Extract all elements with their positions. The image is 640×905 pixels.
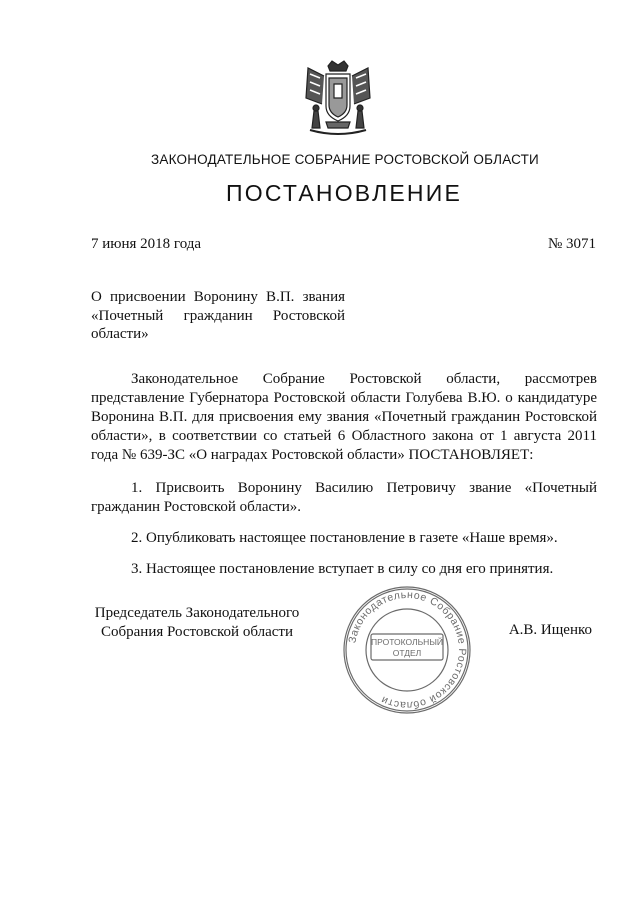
signatory-position-line: Председатель Законодательного (94, 605, 300, 621)
resolution-item: 2. Опубликовать настоящее постановление в газете «Наше время». (131, 530, 558, 546)
document-date: 7 июня 2018 года (91, 236, 202, 252)
resolution-item: 1. Присвоить Воронину Василию Петровичу звание «Почетный гражданин Ростовской области». (91, 480, 597, 515)
coat-of-arms-icon (296, 58, 380, 140)
svg-text:Законодательное Собрание Росто: Законодательное Собрание Ростовской области (346, 588, 469, 712)
signatory-name: А.В. Ищенко (508, 622, 592, 638)
signatory-position (91, 604, 303, 641)
svg-text:ОТДЕЛ: ОТДЕЛ (392, 648, 422, 658)
organization-name: ЗАКОНОДАТЕЛЬНОЕ СОБРАНИЕ РОСТОВСКОЙ ОБЛАСТИ (151, 152, 539, 167)
document-type-title: ПОСТАНОВЛЕНИЕ (226, 180, 462, 206)
svg-text:ПРОТОКОЛЬНЫЙ: ПРОТОКОЛЬНЫЙ (371, 637, 443, 647)
signatory-position-line: Собрания Ростовской области (101, 623, 293, 640)
body-intro-paragraph: Законодательное Собрание Ростовской области, рассмотрев представление Губернатора Ростовской области Голубева В.Ю. о кандидатуре Воронина В.П. для присвоения ему звания «Почетный гражданин Ростовской области», в соответствии со статьей 6 Областного закона от 1 августа 2011 года № 639-ЗС «О наградах Ростовской области» ПОСТАНОВЛЯЕТ: (91, 371, 597, 463)
resolution-item: 3. Настоящее постановление вступает в силу со дня его принятия. (131, 561, 554, 577)
document-body (91, 370, 597, 591)
document-number: № 3071 (547, 236, 596, 252)
document-subject: О присвоении Воронину В.П. звания «Почетный гражданин Ростовской области» (91, 289, 345, 342)
official-stamp (341, 584, 473, 716)
